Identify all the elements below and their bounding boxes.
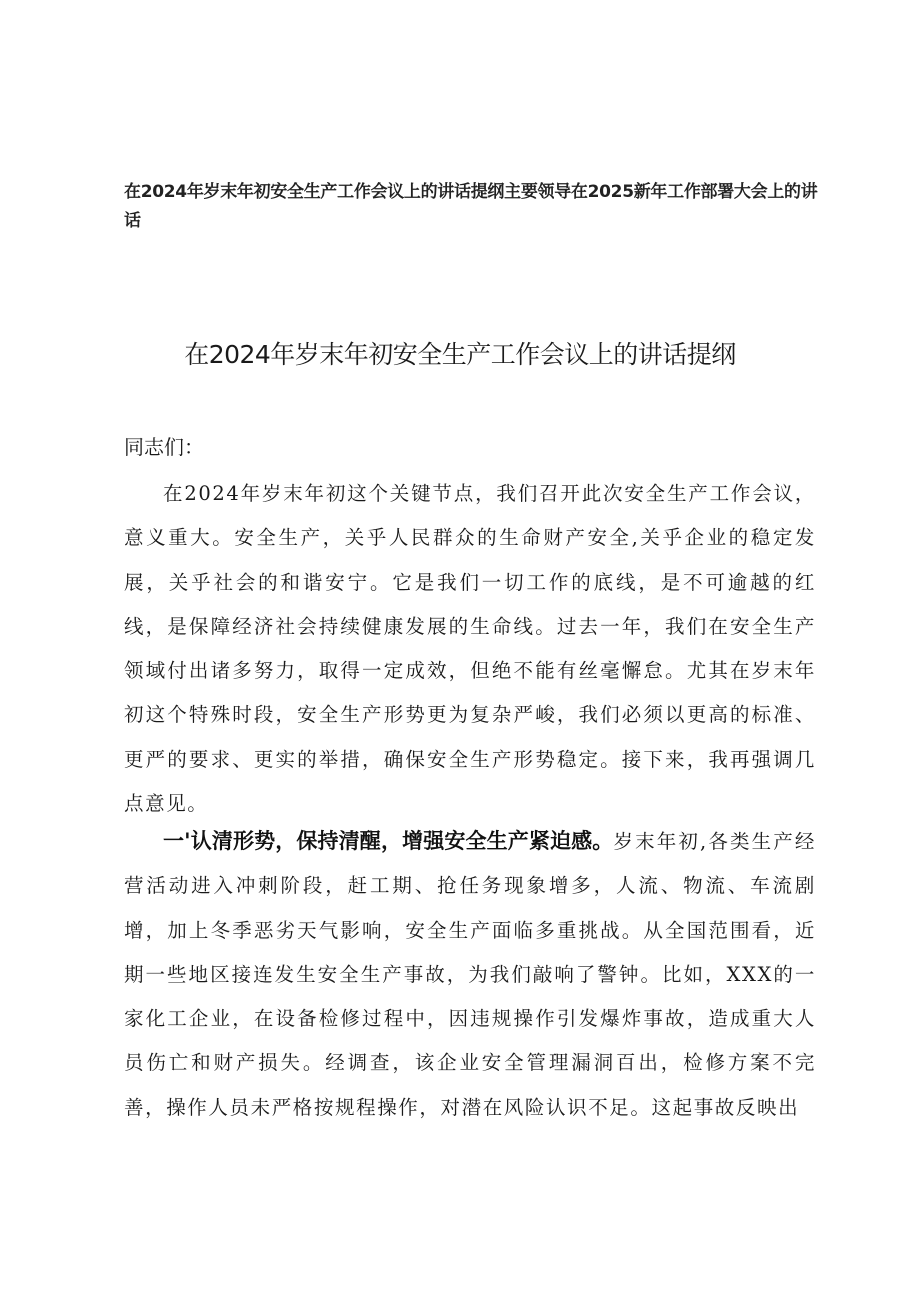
paragraph-intro: 在2024年岁末年初这个关键节点，我们召开此次安全生产工作会议，意义重大。安全生产，关乎人民群众的生命财产安全,关乎企业的稳定发展，关乎社会的和谐安宁。它是我们一切工作的底线，是不可逾越的红线，是保障经济社会持续健康发展的生命线。过去一年，我们在安全生产领域付出诸多努力，取得一定成效，但绝不能有丝毫懈怠。尤其在岁末年初这个特殊时段，安全生产形势更为复杂严峻，我们必须以更高的标准、更严的要求、更实的举措，确保安全生产形势稳定。接下来，我再强调几点意见。 [124,482,816,816]
document-header-title: 在2024年岁末年初安全生产工作会议上的讲话提纲主要领导在2025新年工作部署大会上的讲话 [124,182,818,231]
document-title: 在2024年岁末年初安全生产工作会议上的讲话提纲 [184,340,736,369]
salutation: 同志们： [124,435,204,459]
section-1-text: 岁末年初,各类生产经营活动进入冲刺阶段，赶工期、抢任务现象增多，人流、物流、车流剧增，加上冬季恶劣天气影响，安全生产面临多重挑战。从全国范围看，近期一些地区接连发生安全生产事故，为我们敲响了警钟。比如，XXX的一家化工企业，在设备检修过程中，因违规操作引发爆炸事故，造成重大人员伤亡和财产损失。经调查，该企业安全管理漏洞百出，检修方案不完善，操作人员未严格按规程操作，对潜在风险认识不足。这起事故反映出 [124,830,816,1119]
section-1-heading: 一'认清形势，保持清醒，增强安全生产紧迫感。 [163,829,614,853]
paragraph-section-1 [124,819,816,1130]
